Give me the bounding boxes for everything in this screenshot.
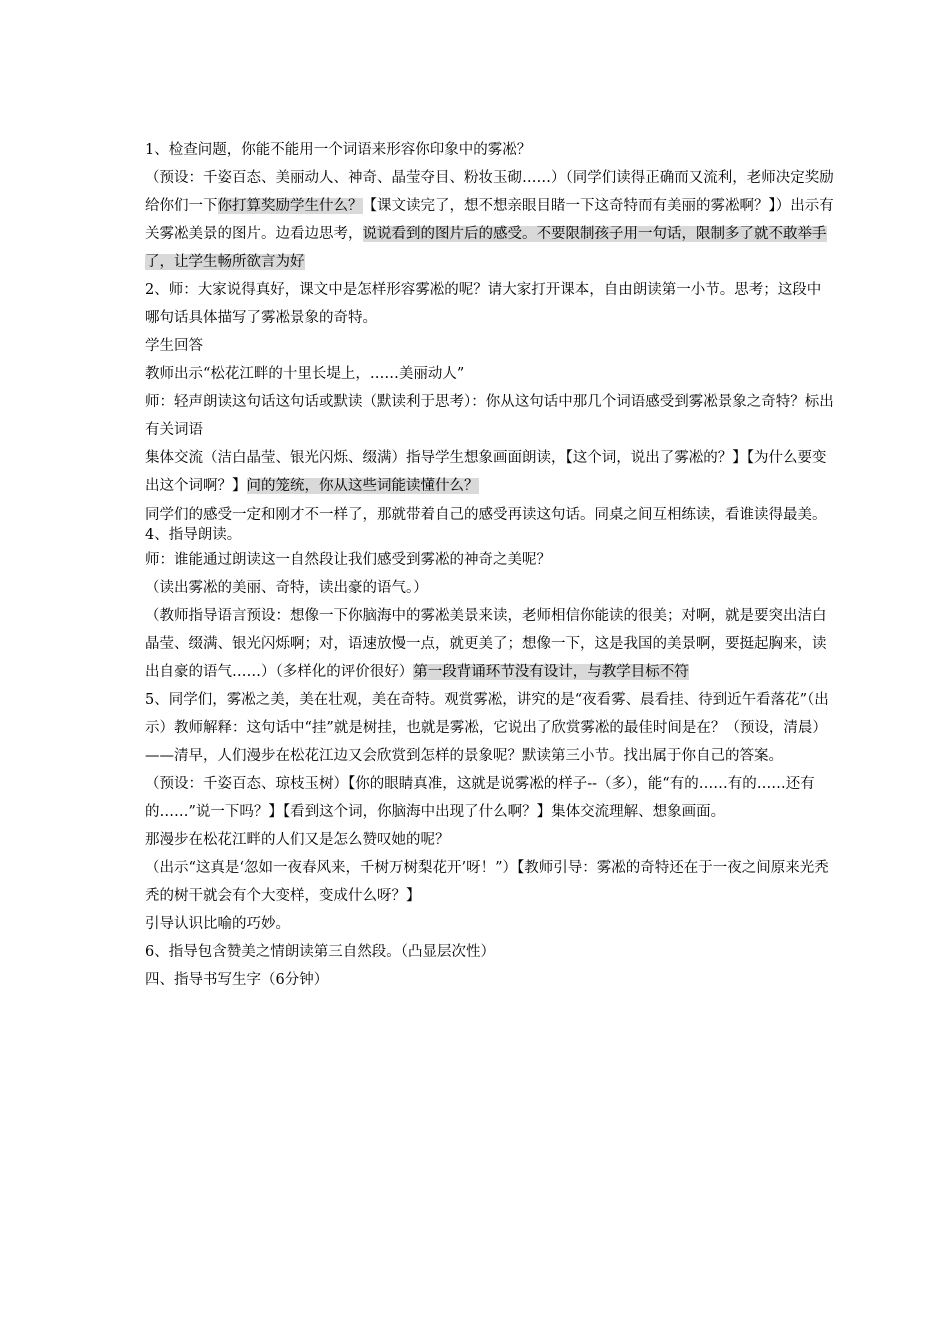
paragraph-3: 2、师：大家说得真好，课文中是怎样形容雾凇的呢？请大家打开课本，自由朗读第一小节。思考；这段中哪句话具体描写了雾凇景象的奇特。 <box>145 282 822 326</box>
paragraph-16: 那漫步在松花江畔的人们又是怎么赞叹她的呢？ <box>145 832 450 848</box>
paragraph-11: （读出雾凇的美丽、奇特，读出豪的语气。） <box>145 580 428 596</box>
paragraph-14: ——清早，人们漫步在松花江边又会欣赏到怎样的景象呢？默读第三小节。找出属于你自己的答案。 <box>145 748 783 764</box>
paragraph-18: 引导认识比喻的巧妙。 <box>145 916 290 932</box>
highlighted-comment: 问的笼统，你从这些词能读懂什么？ <box>246 478 479 494</box>
paragraph-19: 6、指导包含赞美之情朗读第三自然段。（凸显层次性） <box>145 944 495 960</box>
paragraph-15: （预设：千姿百态、琼枝玉树）【你的眼睛真准，这就是说雾凇的样子--（多），能“有的……有的……还有的……”说一下吗？】【看到这个词，你脑海中出现了什么啊？】集体交流理解、想象画面。 <box>145 776 815 820</box>
paragraph-6: 师：轻声朗读这句话这句话或默读（默读利于思考）：你从这句话中那几个词语感受到雾凇景象之奇特？标出有关词语 <box>145 394 834 438</box>
paragraph-12: （教师指导语言预设：想像一下你脑海中的雾凇美景来读，老师相信你能读的很美；对啊，就是要突出洁白晶莹、缀满、银光闪烁啊；对，语速放慢一点，就更美了；想像一下，这是我国的美景啊，要挺起胸来，读出自豪的语气……）（多样化的评价很好）第一段背诵环节没有设计，与教学目标不符 <box>145 608 827 680</box>
document-page <box>145 136 835 994</box>
paragraph-9: 4、指导朗读。 <box>145 527 242 543</box>
highlighted-comment: 你打算奖励学生什么？ <box>217 198 363 214</box>
paragraph-8: 同学们的感受一定和刚才不一样了，那就带着自己的感受再读这句话。同桌之间互相练读，看谁读得最美。 <box>145 507 827 523</box>
paragraph-10: 师：谁能通过朗读这一自然段让我们感受到雾凇的神奇之美呢？ <box>145 552 551 568</box>
paragraph-7: 集体交流（洁白晶莹、银光闪烁、缀满）指导学生想象画面朗读，【这个词，说出了雾凇的？】【为什么要变出这个词啊？】问的笼统，你从这些词能读懂什么？ <box>145 450 827 494</box>
paragraph-1: 1、检查问题，你能不能用一个词语来形容你印象中的雾凇？ <box>145 142 532 158</box>
paragraph-13: 5、同学们，雾凇之美，美在壮观，美在奇特。观赏雾凇，讲究的是“夜看雾、晨看挂、待到近午看落花”（出示）教师解释：这句话中“挂”就是树挂，也就是雾凇，它说出了欣赏雾凇的最佳时间是在？（预设，清晨） <box>145 692 829 736</box>
highlighted-comment: 说说看到的图片后的感受。不要限制孩子用一句话，限制多了就不敢举手了，让学生畅所欲言为好 <box>145 226 827 270</box>
paragraph-5: 教师出示“松花江畔的十里长堤上，……美丽动人” <box>145 366 465 382</box>
paragraph-20: 四、指导书写生字（6分钟） <box>145 972 329 988</box>
paragraph-17: （出示“这真是‘忽如一夜春风来，千树万树梨花开’呀！”）【教师引导：雾凇的奇特还在于一夜之间原来光秃秃的树干就会有个大变样，变成什么呀？】 <box>145 860 829 904</box>
paragraph-2: （预设：千姿百态、美丽动人、神奇、晶莹夺目、粉妆玉砌……）（同学们读得正确而又流利，老师决定奖励给你们一下你打算奖励学生什么？【课文读完了，想不想亲眼目睹一下这奇特而有美丽的雾凇啊？】）出示有关雾凇美景的图片。边看边思考，说说看到的图片后的感受。不要限制孩子用一句话，限制多了就不敢举手了，让学生畅所欲言为好 <box>145 170 834 270</box>
highlighted-comment: 第一段背诵环节没有设计，与教学目标不符 <box>413 664 689 680</box>
paragraph-4: 学生回答 <box>145 338 203 354</box>
